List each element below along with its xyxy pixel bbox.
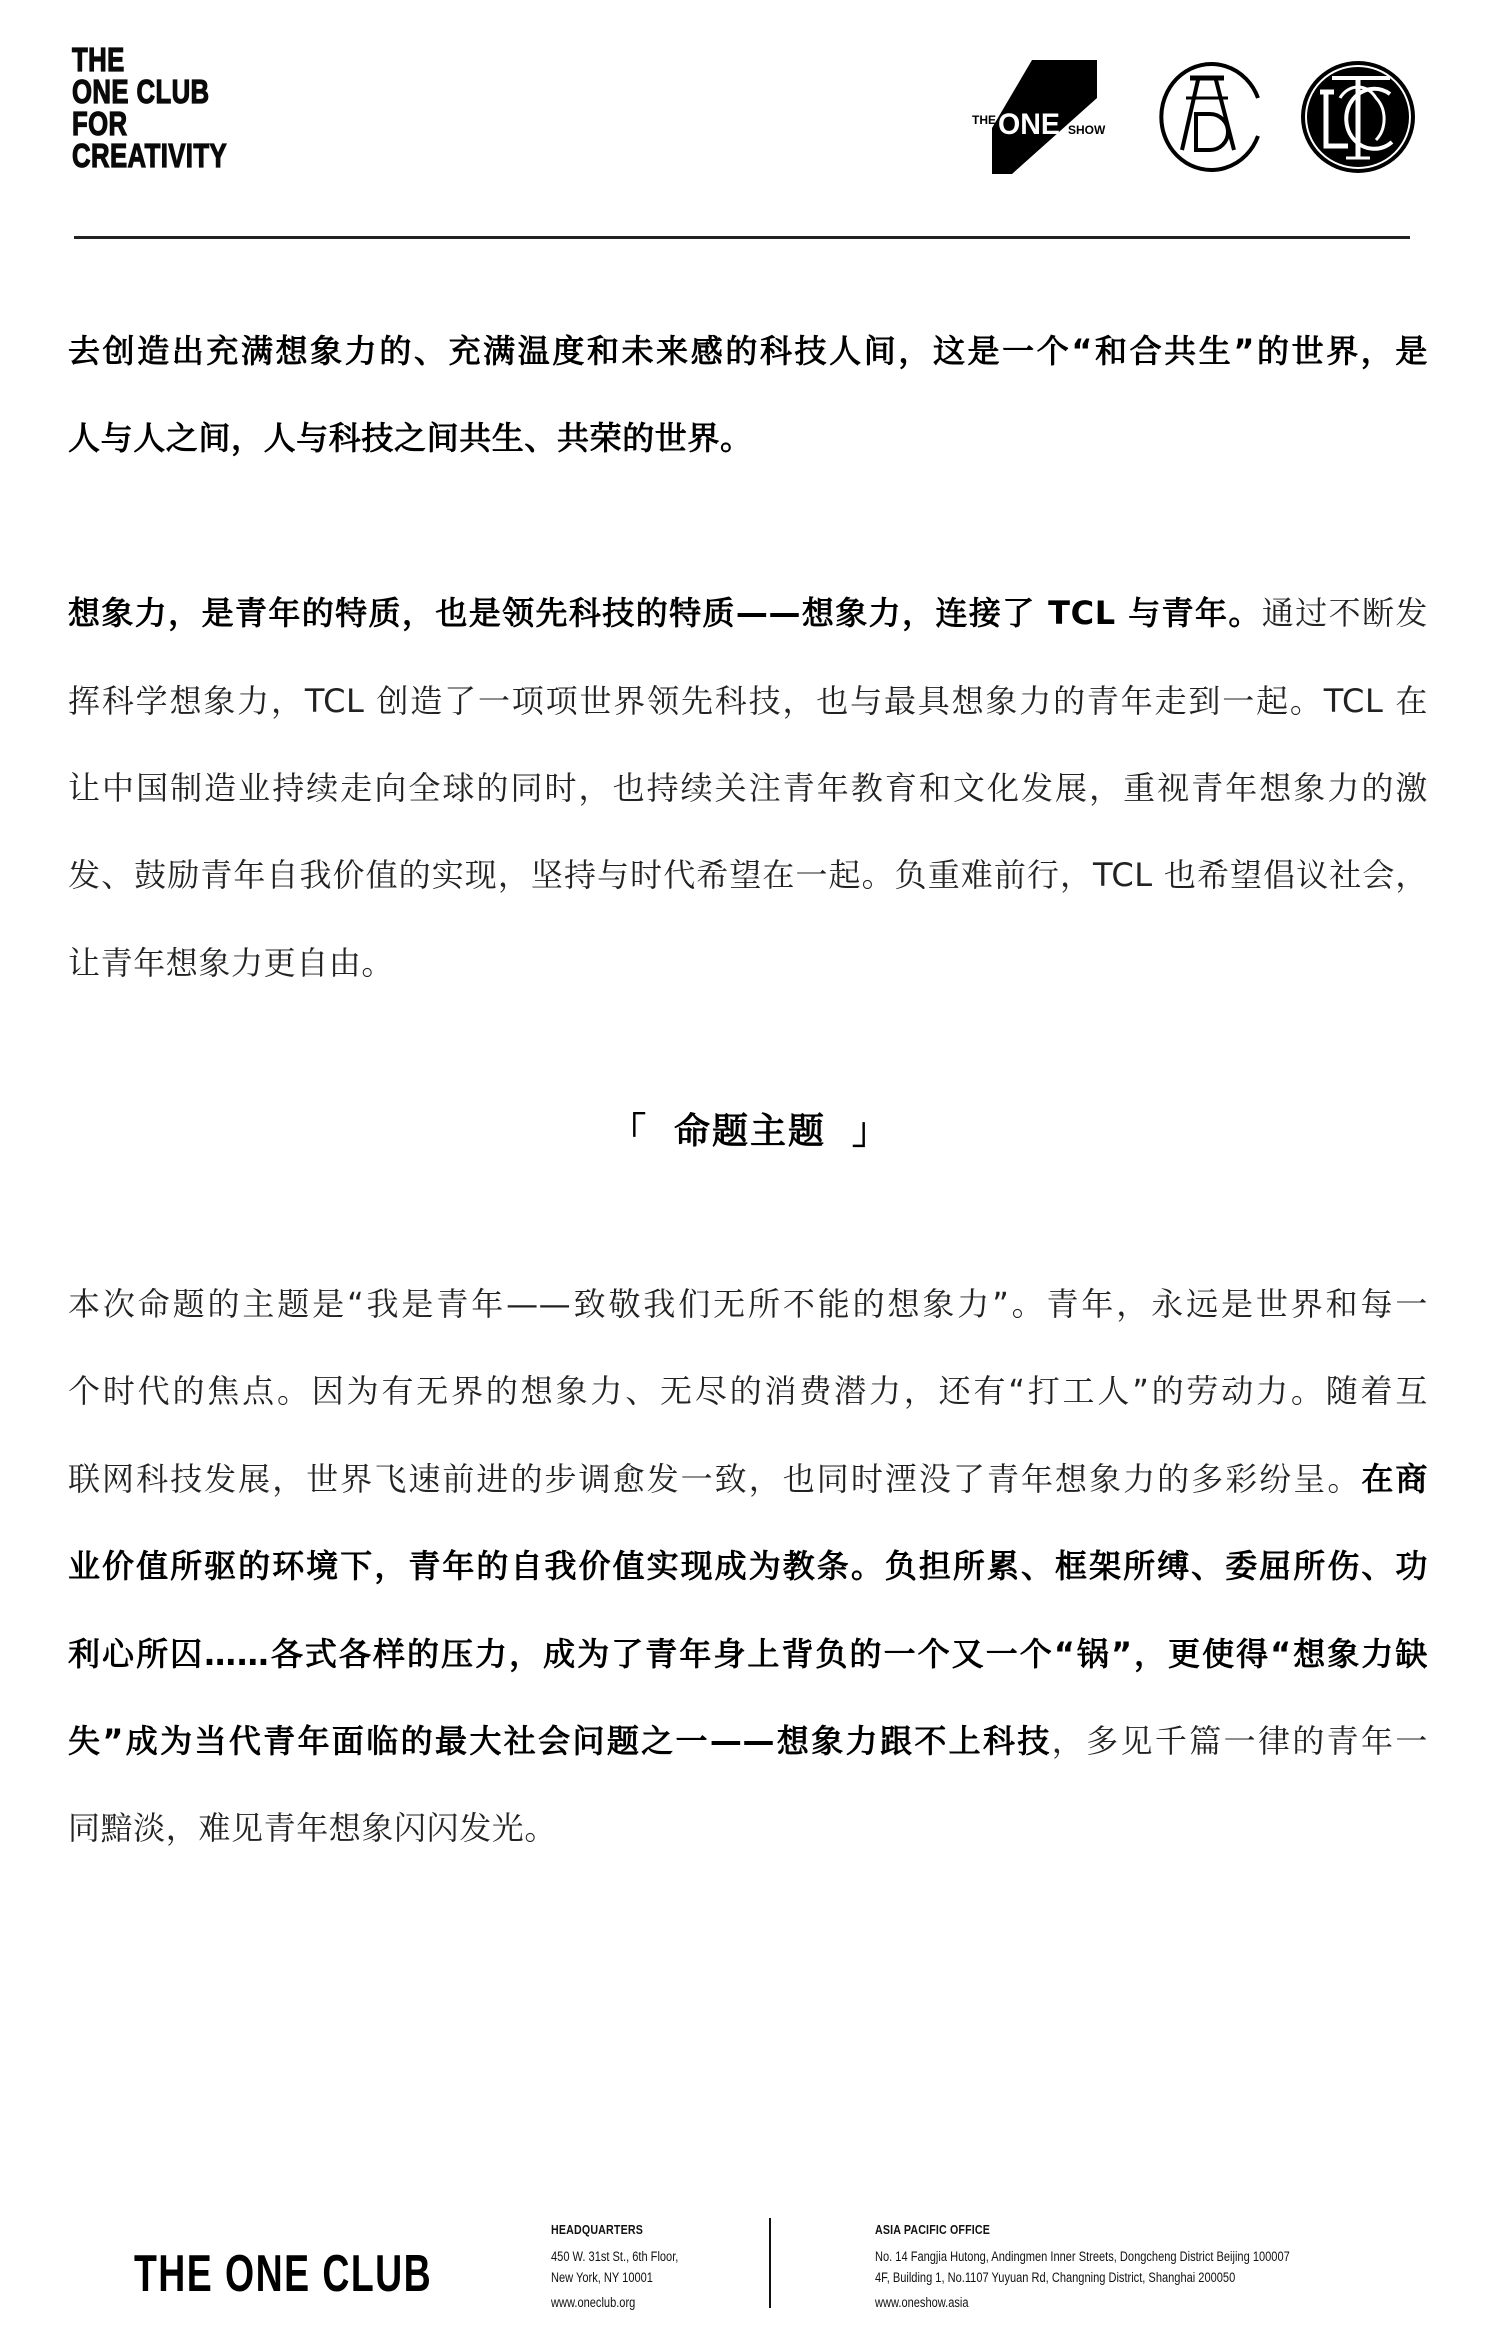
one-show-the-text: THE [972,113,996,127]
headquarters-url-link[interactable]: www.oneclub.org [551,2295,636,2310]
address-line: New York, NY 10001 [551,2270,653,2285]
footer-headquarters [551,2222,678,2312]
paragraph-line [68,1450,1428,1537]
the-one-show-logo-icon [972,58,1132,176]
regular-text: 挥科学想象力，TCL 创造了一项项世界领先科技，也与最具想象力的青年走到一起。TCL 在 [68,681,1428,720]
partner-logos [972,58,1422,178]
regular-text: 通过不断发 [1261,594,1428,633]
headquarters-address [551,2246,678,2288]
open-bracket: 「 [609,1111,648,1152]
regular-text: 个时代的焦点。因为有无界的想象力、无尽的消费潜力，还有“打工人”的劳动力。随着互 [68,1372,1428,1411]
one-show-one-text: ONE [998,108,1060,141]
adc-logo-icon [1158,58,1270,176]
theme-section [68,1275,1428,1887]
asia-pacific-title: ASIA PACIFIC OFFICE [875,2222,991,2237]
address-line: 450 W. 31st St., 6th Floor, [551,2249,679,2264]
paragraph-spacer [68,497,1428,584]
address-line: 4F, Building 1, No.1107 Yuyuan Rd, Changning District, Shanghai 200050 [875,2270,1236,2285]
paragraph-line [68,934,1428,1021]
paragraph-line [68,1799,1428,1886]
asia-pacific-address [875,2246,1290,2288]
regular-text: 本次命题的主题是“我是青年——致敬我们无所不能的想象力”。青年，永远是世界和每一 [68,1285,1428,1323]
regular-text: 联网科技发展，世界飞速前进的步调愈发一致，也同时湮没了青年想象力的多彩纷呈。 [68,1459,1362,1498]
headquarters-title: HEADQUARTERS [551,2222,643,2237]
intro-section [68,322,1428,1021]
regular-text: 发、鼓励青年自我价值的实现，坚持与时代希望在一起。负重难前行，TCL 也希望倡议社会， [68,856,1428,895]
logo-line: CREATIVITY [72,137,228,174]
paragraph-line [68,1362,1428,1449]
paragraph-line [68,1712,1428,1799]
paragraph-line [68,322,1428,409]
bold-text: 想象力，是青年的特质，也是领先科技的特质——想象力，连接了 TCL 与青年。 [68,594,1262,633]
footer-asia-pacific [875,2222,1290,2312]
regular-text: 让青年想象力更自由。 [68,943,395,982]
asia-pacific-url-link[interactable]: www.oneshow.asia [875,2295,969,2310]
section-heading [0,1102,1500,1162]
paragraph-line [68,672,1428,759]
paragraph-line [68,1625,1428,1712]
section-heading-text: 命题主题 [673,1111,826,1152]
logo-line: ONE CLUB [72,73,210,110]
bold-text: 利心所囚……各式各样的压力，成为了青年身上背负的一个又一个“锅”，更使得“想象力缺 [68,1634,1428,1673]
regular-text: ，多见千篇一律的青年一 [1051,1721,1429,1760]
footer-divider [769,2218,771,2308]
logo-line: THE [72,41,125,78]
bold-text: 在商 [1361,1459,1428,1498]
footer-brand-logo: THE ONE CLUB [134,2245,433,2303]
paragraph-line [68,846,1428,933]
paragraph-line [68,1537,1428,1624]
paragraph-line [68,409,1428,496]
paragraph-line [68,584,1428,671]
one-show-show-text: SHOW [1068,123,1106,137]
header-divider [74,236,1410,239]
one-club-for-creativity-logo [72,41,228,174]
bold-text: 人与人之间，人与科技之间共生、共荣的世界。 [68,419,753,458]
bold-text: 失”成为当代青年面临的最大社会问题之一——想象力跟不上科技 [68,1721,1052,1760]
close-bracket: 」 [852,1111,891,1152]
bold-text: 去创造出充满想象力的、充满温度和未来感的科技人间，这是一个“和合共生”的世界，是 [68,332,1428,370]
tdc-logo-icon [1298,58,1420,176]
regular-text: 同黯淡，难见青年想象闪闪发光。 [68,1809,558,1848]
logo-line: FOR [72,105,128,142]
paragraph-line [68,759,1428,846]
regular-text: 让中国制造业持续走向全球的同时，也持续关注青年教育和文化发展，重视青年想象力的激 [68,768,1428,807]
bold-text: 业价值所驱的环境下，青年的自我价值实现成为教条。负担所累、框架所缚、委屈所伤、功 [68,1547,1428,1586]
address-line: No. 14 Fangjia Hutong, Andingmen Inner Streets, Dongcheng District Beijing 100007 [875,2249,1290,2264]
paragraph-line [68,1275,1428,1362]
